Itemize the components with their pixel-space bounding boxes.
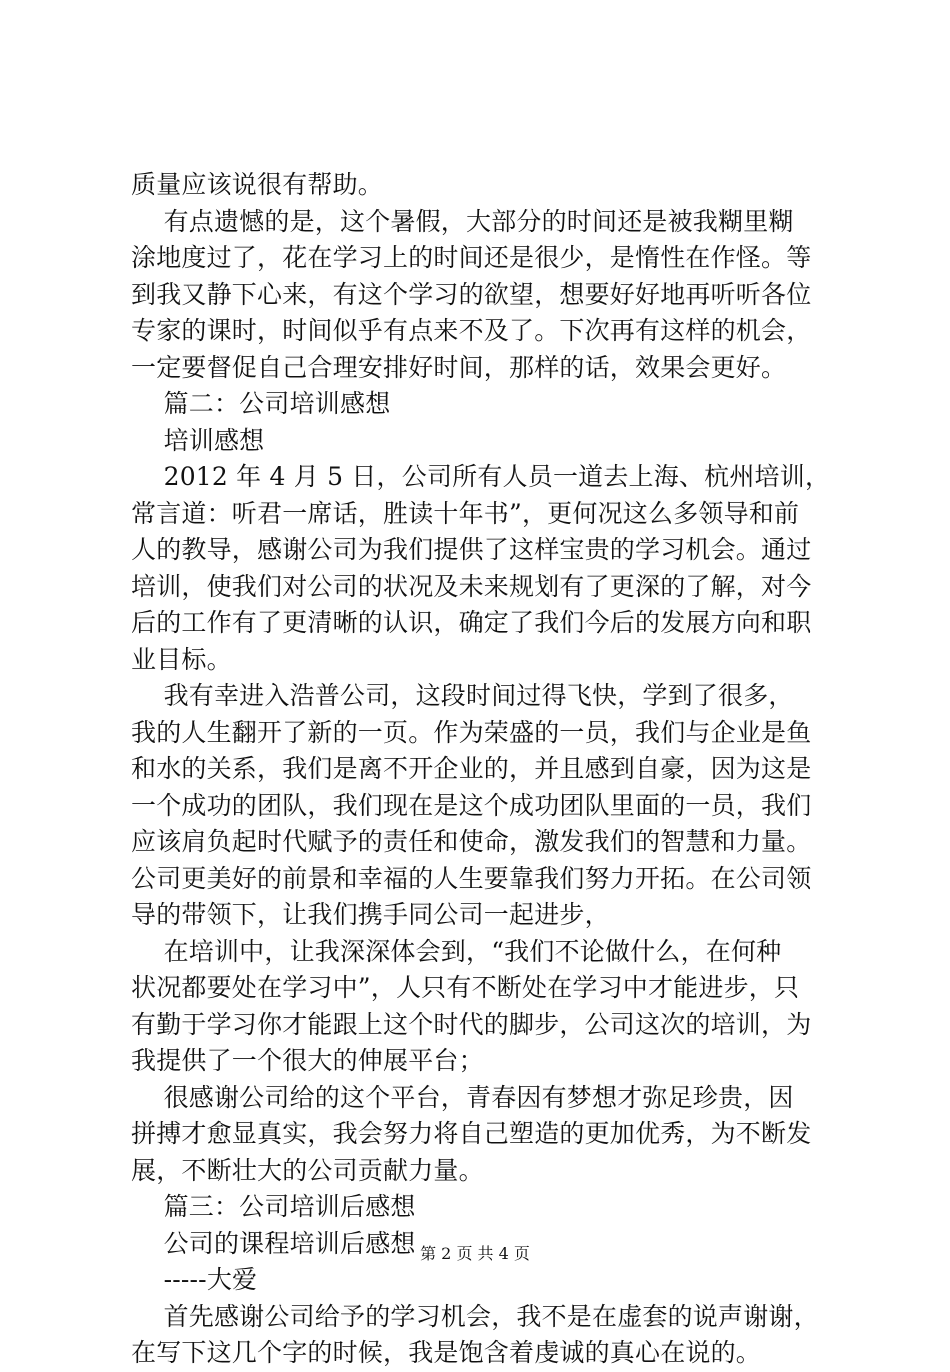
text-line: 一定要督促自己合理安排好时间，那样的话，效果会更好。 (131, 352, 787, 382)
text-line: 首先感谢公司给予的学习机会，我不是在虚套的说声谢谢， (131, 1301, 819, 1331)
text-line: 和水的关系，我们是离不开企业的，并且感到自豪，因为这是 (131, 754, 812, 783)
text-line: 常言道：听君一席话，胜读十年书”，更何况这么多领导和前 (131, 498, 800, 528)
text-line: 应该肩负起时代赋予的责任和使命，激发我们的智慧和力量。 (131, 827, 812, 856)
section-heading: 篇二：公司培训感想 (131, 389, 391, 418)
author-line: -----大爱 (131, 1265, 258, 1294)
text-line: 导的带领下，让我们携手同公司一起进步， (131, 900, 610, 929)
article-title: 培训感想 (131, 425, 265, 455)
text-line: 后的工作有了更清晰的认识，确定了我们今后的发展方向和职 (131, 608, 812, 637)
text-line: 展，不断壮大的公司贡献力量。 (131, 1155, 484, 1185)
text-line: 2012 年 4 月 5 日，公司所有人员一道去上海、杭州培训， (131, 462, 831, 491)
text-line: 人的教导，感谢公司为我们提供了这样宝贵的学习机会。通过 (131, 535, 812, 564)
text-line: 很感谢公司给的这个平台，青春因有梦想才弥足珍贵，因 (131, 1082, 794, 1112)
text-line: 拼搏才愈显真实，我会努力将自己塑造的更加优秀，为不断发 (131, 1119, 812, 1148)
text-line: 质量应该说很有帮助。 (131, 170, 384, 199)
text-line: 我提供了一个很大的伸展平台； (131, 1046, 484, 1075)
text-line: 公司更美好的前景和幸福的人生要靠我们努力开拓。在公司领 (131, 863, 812, 893)
text-line: 我有幸进入浩普公司，这段时间过得飞快，学到了很多， (131, 681, 794, 710)
section-heading: 篇三：公司培训后感想 (131, 1192, 416, 1221)
text-line: 有勤于学习你才能跟上这个时代的脚步，公司这次的培训，为 (131, 1009, 812, 1039)
text-line: 一个成功的团队，我们现在是这个成功团队里面的一员，我们 (131, 790, 812, 820)
text-line: 业目标。 (131, 644, 232, 674)
document-body (131, 167, 831, 1372)
text-line: 涂地度过了，花在学习上的时间还是很少，是惰性在作怪。等 (131, 243, 812, 272)
text-line: 培训，使我们对公司的状况及未来规划有了更深的了解，对今 (131, 571, 812, 601)
text-line: 我的人生翻开了新的一页。作为荣盛的一员，我们与企业是鱼 (131, 717, 812, 747)
article-title: 公司的课程培训后感想 (131, 1228, 416, 1258)
page-number-footer: 第 2 页 共 4 页 (420, 1244, 530, 1263)
text-line: 状况都要处在学习中”，人只有不断处在学习中才能进步，只 (131, 973, 800, 1002)
text-line: 有点遗憾的是，这个暑假，大部分的时间还是被我糊里糊 (131, 206, 794, 236)
text-line: 到我又静下心来，有这个学习的欲望，想要好好地再听听各位 (131, 279, 812, 309)
text-line: 专家的课时，时间似乎有点来不及了。下次再有这样的机会， (131, 316, 812, 345)
text-line: 在写下这几个字的时候，我是饱含着虔诚的真心在说的。 (131, 1338, 762, 1367)
text-line: 在培训中，让我深深体会到，“我们不论做什么，在何种 (131, 936, 782, 966)
